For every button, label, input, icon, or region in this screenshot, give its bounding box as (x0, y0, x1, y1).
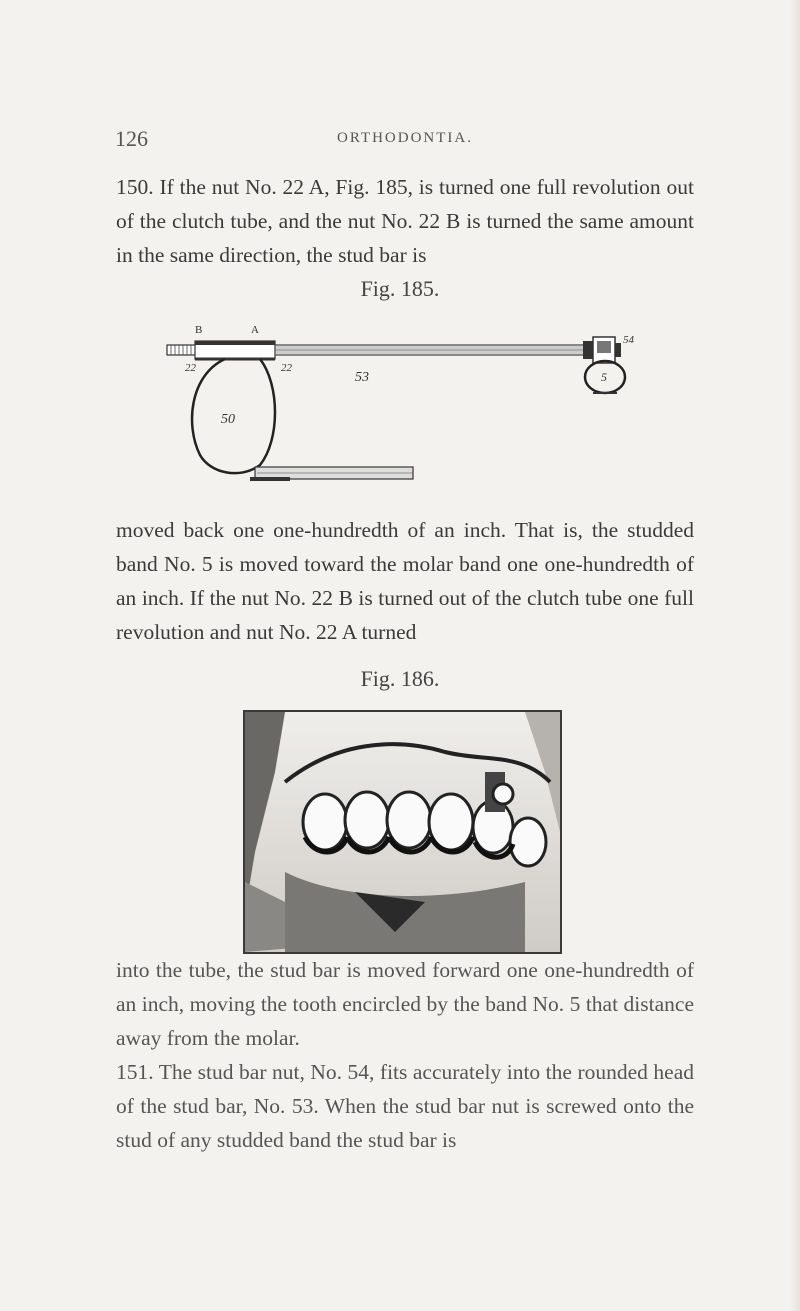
page-header (115, 126, 695, 150)
fig-186-photograph (243, 710, 562, 954)
label-50: 50 (221, 412, 235, 427)
label-54: 54 (623, 334, 634, 346)
label-53: 53 (355, 370, 369, 385)
paragraph-150-part2: moved back one one-hundredth of an inch. That is, the studded band No. 5 is moved toward the molar band one one-hundredth of an inch. If the nut No. 22 B is turned out of the clutch tube one full revolution and nut No. 22 A turned (116, 518, 694, 644)
label-B: B (195, 324, 203, 336)
paragraph-150-part1: 150. If the nut No. 22 A, Fig. 185, is turned one full revolution out of the clutch tube, and the nut No. 22 B is turned the same amount in the same direction, the stud bar is (116, 175, 694, 267)
clutch-nut-54 (583, 337, 621, 363)
stud-bar (167, 341, 585, 359)
page-edge-shadow (790, 0, 800, 1311)
page-number: 126 (115, 126, 148, 151)
fig-186-caption: Fig. 186. (360, 666, 440, 691)
running-head: ORTHODONTIA. (336, 130, 473, 146)
dental-model-photo (245, 712, 560, 952)
paragraph-150-part3: into the tube, the stud bar is moved forward one one-hundredth of an inch, moving the tooth encircled by the band No. 5 that distance away from the molar. (116, 958, 694, 1050)
paragraph-151: 151. The stud bar nut, No. 54, fits accurately into the rounded head of the stud bar, No. 53. When the stud bar nut is screwed onto the stud of any studded band the stud bar is (116, 1060, 694, 1152)
fig-185-caption: Fig. 185. (360, 276, 440, 301)
label-5: 5 (601, 370, 607, 384)
fig-185-illustration (165, 315, 715, 495)
label-22-b: 22 (185, 362, 196, 374)
label-A: A (251, 324, 259, 336)
label-22-a: 22 (281, 362, 292, 374)
